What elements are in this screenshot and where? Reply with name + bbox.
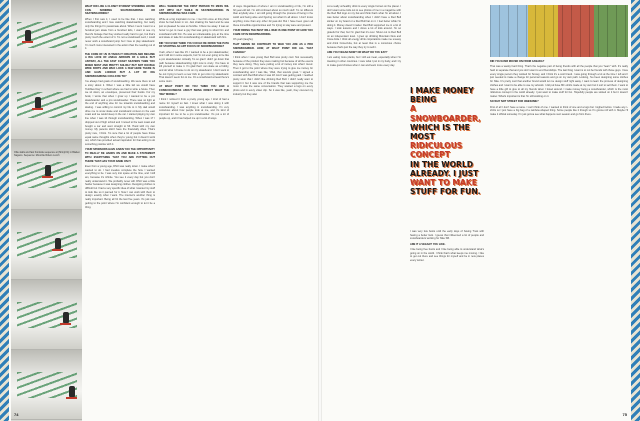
interview-question: THAT SEEMS SO CONTRARY TO WHO YOU ARE AS A PRO SNOWBOARDER. HOW, AT WHAT POINT DID ALL THAT CHANGE? xyxy=(233,43,313,54)
page-number-right: 75 xyxy=(622,412,627,417)
interview-question: DID YOU EVER MOVED ON FROM CANADA? xyxy=(490,60,545,63)
interview-question: SO WHY NOT STREET FOR AWESOME? xyxy=(490,100,539,104)
interview-question: ARE IT A VEGAN? YOU LIKE. xyxy=(410,242,446,246)
interview-question: ARE YOU VEGAN NOW? OR WHAT DO YOU EAT? xyxy=(327,51,388,55)
interview-answer: I like being free boots and I like being able to understand what's going on in the world. I think that's what keeps me moving. I like to get out there and see things for myself and be in new places every winter. xyxy=(410,248,484,263)
pull-quote-line: I MAKE MONEY BEING xyxy=(410,86,474,105)
snowboarder-figure xyxy=(45,165,51,176)
sequence-frame xyxy=(11,210,82,280)
snowboarder-figure xyxy=(55,238,61,249)
interview-answer: While at a big inspiration to me. I met him once at this photo show he had down in LA. Just shaking his hand and he was just so pleased he was so humble. It blew me away. It was an honor to get to meet a guy that was going to shoot him and snowboard with him. He was an unbelievable guy at the time and skate or take him snowboarding or skateboard with him. xyxy=(159,17,229,40)
interview-answer: I think I noticed it from a pretty young age. I kind of had a name for myself so fast. I knew what I was doing it with snowboarding. I was anything in snowboarding. I'm very conscious about how people look at me, and it's kind of important for me to be a pro snowboarder. It's put a lot of people up, and it has helped me up in a lot of ways. xyxy=(159,98,229,120)
article-column-5 xyxy=(410,230,484,410)
interview-answer: I am eating more plants, but I still eat meat, especially when I'm traveling in other countries. I care what I put in my body, and I try to make good choices when I can and learn more every day. xyxy=(327,56,401,67)
interview-answer: of ways. Regardless of where I am in snowboarding or life, I'm still a 32-year-old kid. I'm still confused about so much stuff. I'm no different than anybody else. I am still going through the process of being in the world and being alive and figuring out what it's all about. I don't know anything more than any other 22-year-old. But I have been given all these incredible opportunities and I'm trying to stay sane and present. xyxy=(233,5,313,27)
snowboarder-figure xyxy=(25,30,31,41)
interview-question: YOUR RIDING THE BEST WILL WHO IS ONE POINT OF HOW YOU CAME UP IN SNOWBOARDING. xyxy=(233,28,313,36)
photo-sequence xyxy=(11,0,82,421)
page-number-left: 74 xyxy=(14,412,19,417)
interview-answer: I've always had goals of snowboarding. We were there to tell a story about it. When I was a little kid we would have 'Kubbles Day' in school where we had to write a future. Then we sit down, an envelopes, preserved their books. For my book, I wrote that when I grow up I wanted to be a pro skateboarder and a pro snowboarder. There was no light at the end of anything else for me towards snowboarding and skating. I was willing to commit my life to it. My dad would drive me to snow skate and snowboard contest on the east coast and we would sleep in the car. I started playing my own line when I was 14 through snowboarding. When I was 17 I dropped out of high school and I moved to the west coast and bought a car and went straight to Mt. Hood with my own money. My parents didn't have the financially vibes. That's pretty rare, I think. I'm sure that a lot of people have those equal same thoughts when they're young but it doesn't work out, which has provided actual inspiration for that acting to do something positive with it. xyxy=(85,80,155,147)
interview-answer: That was a wacky hard thing. That's the negative part of being friends with all the people that you "learn" with. It's really hard to separate that and you don't want to end friendships. The last thing I want is to not be friends with those guys. I love every single person they worked for Snowy, and I think it's a cool brand. I was going through a lot at the time I left and I just needed to make a change for personal reasons and go on my own path. Looking, I've been designing some clothes for Nike. It's pretty cool that another brand would let me design stuff right away. I want to learn the process of designing clothes and I want to be able to use my artwork. I did put have 80 t-shirts made at my own but it sort to sell them. I want to have a little gift to give to all my friends when I travel around. I make money being a snowboarder, which is the most ridiculous concept in the world already. I just want to make stuff for fun. Hopefully people are stoked on it but it doesn't matter. What's important is that I'm still working on it. xyxy=(490,65,628,98)
page-gutter xyxy=(318,0,322,421)
article-column-3 xyxy=(233,5,313,410)
right-pattern-border xyxy=(631,0,640,421)
interview-answer: Even from a young age, DNU was really down. I make what I wanted to do. I had creative complete the how. I wanted everything to be. I was very into space at the time, and I still am, because it's infinite. You see it every day but you don't really understand it. We probably never will. DNU was a little harder because it was designing clothes. Designing clothes is difficult but I had a very specific idea of what I wanted my stuff to look like so it panned for it. Now I can work with them to design exactly what I want. The internet's another thing is really important. Being all hit the last five years. It's just new getting to the point where I'm confident enough to let it be a thing. xyxy=(85,164,155,209)
snowboarder-figure xyxy=(63,312,69,323)
pull-quote-line: IN THE WORLD xyxy=(410,159,474,169)
pull-quote-line: ALREADY. I JUST xyxy=(410,168,479,178)
hero-photo xyxy=(490,5,628,57)
interview-answer: I was very few boots until the early days of having Trust with having a better look. I guess that influenced a lot of people and snowboarders working for Nike SB. xyxy=(410,230,484,241)
interview-answer: cut a really unhealthy drink to every single human on the planet. I don't want some kids out to see photos of me in a magazine with the Red Bull logo on my hat and think that's what I'm all about. I was better about snowboarding when I didn't have a Red Bull sticker on my board or a Red Bull hat on it. I feel better while I'm doing it. Money doesn't matter. Red Bull supported me in a lot of ways. I took lessons and I drove a lot of kids around. I'm so grateful for that, but I'm glad that it's over. Shout out to Red Bull on an independent level. I grew up drinking Mountain Dew and Coca-Cola. I think all energy drink corporations make me uneasy and drink Coca-Cola, but at least that is a conscious choice because that's just the way they try to sell it. xyxy=(327,5,401,49)
pull-quote-line: WHICH IS THE MOST xyxy=(410,122,470,142)
pull-quote xyxy=(410,86,486,226)
pull-quote-line: A SNOWBOARDER, xyxy=(410,104,481,123)
interview-answer: I think when I was young Red Bull was pretty cool. Not necessarily because of the product they were making but because of all the events they were doing. They were putting a lot of money into what I loved. Then it got to the point where they were trying to give me money for snowboarding and I was like, 'Wait, that sounds great.' I signed a contract with Red Bull when I was 18. And I was getting paid. I realized pretty soon that I didn't like drinking Red Bull. I didn't really want to support it but it was one of the brands that was supporting me the most. It was the same conversation. They wanted a logo on every photo and in every video clip. So it was like, yeah, they covered my industry but they also xyxy=(233,55,313,96)
sequence-frame xyxy=(11,280,82,350)
interview-question: DID YOU EVER THINK YOU COULD BE DOWN THE PATH OF STARTING AN ART FOCUS OF SNOWBOARDING? xyxy=(159,41,229,49)
interview-answer: First of all I don't have a name. I can't think of one. I wanted to think of one and a logo but I sighed before I made any t-shirts so I just have a big bag of a rainbow-shaped thing. Some people like it though so I'm gonna roll with it. Maybe I'll make it official someday. I'm just gonna see what happens next season and go from there. xyxy=(490,105,628,116)
interview-answer: Oh yeah (laughs). xyxy=(233,37,254,41)
sequence-frame xyxy=(11,350,82,420)
photo-caption: Ollie stalls and fast frontside sequence at (Shinji Kit) in Bladen Nagano. Sequence: Moonlite Riders Lunch xyxy=(14,151,80,157)
interview-question: YOUR SPONSORS HAVE GIVEN YOU THE OPPORTUNITY TO REALLY BE HANDS ON AND MAKE A STATEMENT WITH EVERYTHING THAT YOU ARE PUTTING OUT THERE THAT HAS YOUR NAME ON IT. xyxy=(85,148,155,163)
article-column-2 xyxy=(159,5,229,410)
snowboarder-figure xyxy=(69,386,75,397)
interview-question: AT WHAT POINT DO YOU THINK YOU HAD A CONSCIOUSNESS ABOUT BEING DIRECT WHAT THE 'DEZ' MODEL? xyxy=(159,85,229,96)
article-column-6 xyxy=(490,60,628,410)
interview-question: WHAT DID LIKE A CLOSET STUDENT STEMMING HOUSE CON. SOMMING SKATEBOARDING OR SKATEBOARDING? xyxy=(85,5,155,16)
article-column-4 xyxy=(327,5,401,410)
article-column-1 xyxy=(85,5,155,410)
sequence-frame xyxy=(11,70,82,140)
pull-quote-line: RIDICULOUS CONCEPT xyxy=(410,141,463,160)
interview-answer: When I first saw it, I used to be like that. I love watching snowboarding and I love watching skateboarding, but really only the things I'm passionate about. When I went I went to a hundred jam skate from a hundred kids, I want to see my friend's footage that they worked really hard to get, but that's pretty much the extent of it. I'm not a snowboard nerd, I could never work a snowboard jump but I love to play skateboard. I'm much more interested in the action than the reading out of it. xyxy=(85,17,155,51)
sequence-frame xyxy=(11,0,82,70)
pull-quote-line: STUFF FOR FUN. xyxy=(410,187,481,197)
interview-answer: Yeah, when I was like 15. I wanted to be a pro skateboarder, and I still do in some aspects, but I'm not ever going to be like a pro skateboarder. Actually I'm so glad I didn't go down that path because skateboarding right now is crazy. You have to kill yourself to make it. I'm glad that I can skate as a hobby, and do what I choose to do on my skateboard. I don't want to be out trying to learn a new trick to get onto my skateboard. That doesn't seem fun to me. On a snowboard at least there's some room. xyxy=(159,50,229,84)
interview-question: THE CORE OF US IS TAKES IT CREATION AND BECAME A BIG LOVE OF ANKLE ARROWS OF A HOLE. BUT ANYWAY, ALL THE FAST COAST SKATERS THEN YOU MIXED MOST AND PRETTY SOLIDLY BUT NOT DOUBLE WIDE PARTS AND WHO LOOK A FEW HERE THERE IS AND HAVE LOOKED BUT A LOT OF DIG SNOWBOARDING COULD BE TO? xyxy=(85,52,155,78)
snowboarder-figure xyxy=(35,97,41,108)
left-pattern-border xyxy=(0,0,9,421)
interview-question: WELL WHENEVER THE FIRST PERSON TO MESS WIL AST WITH OLY WHILE IN SKATEBOARDING IN SNOWBOARDING WAS CAME. xyxy=(159,5,229,16)
pull-quote-line: WANT TO MAKE xyxy=(410,178,477,188)
